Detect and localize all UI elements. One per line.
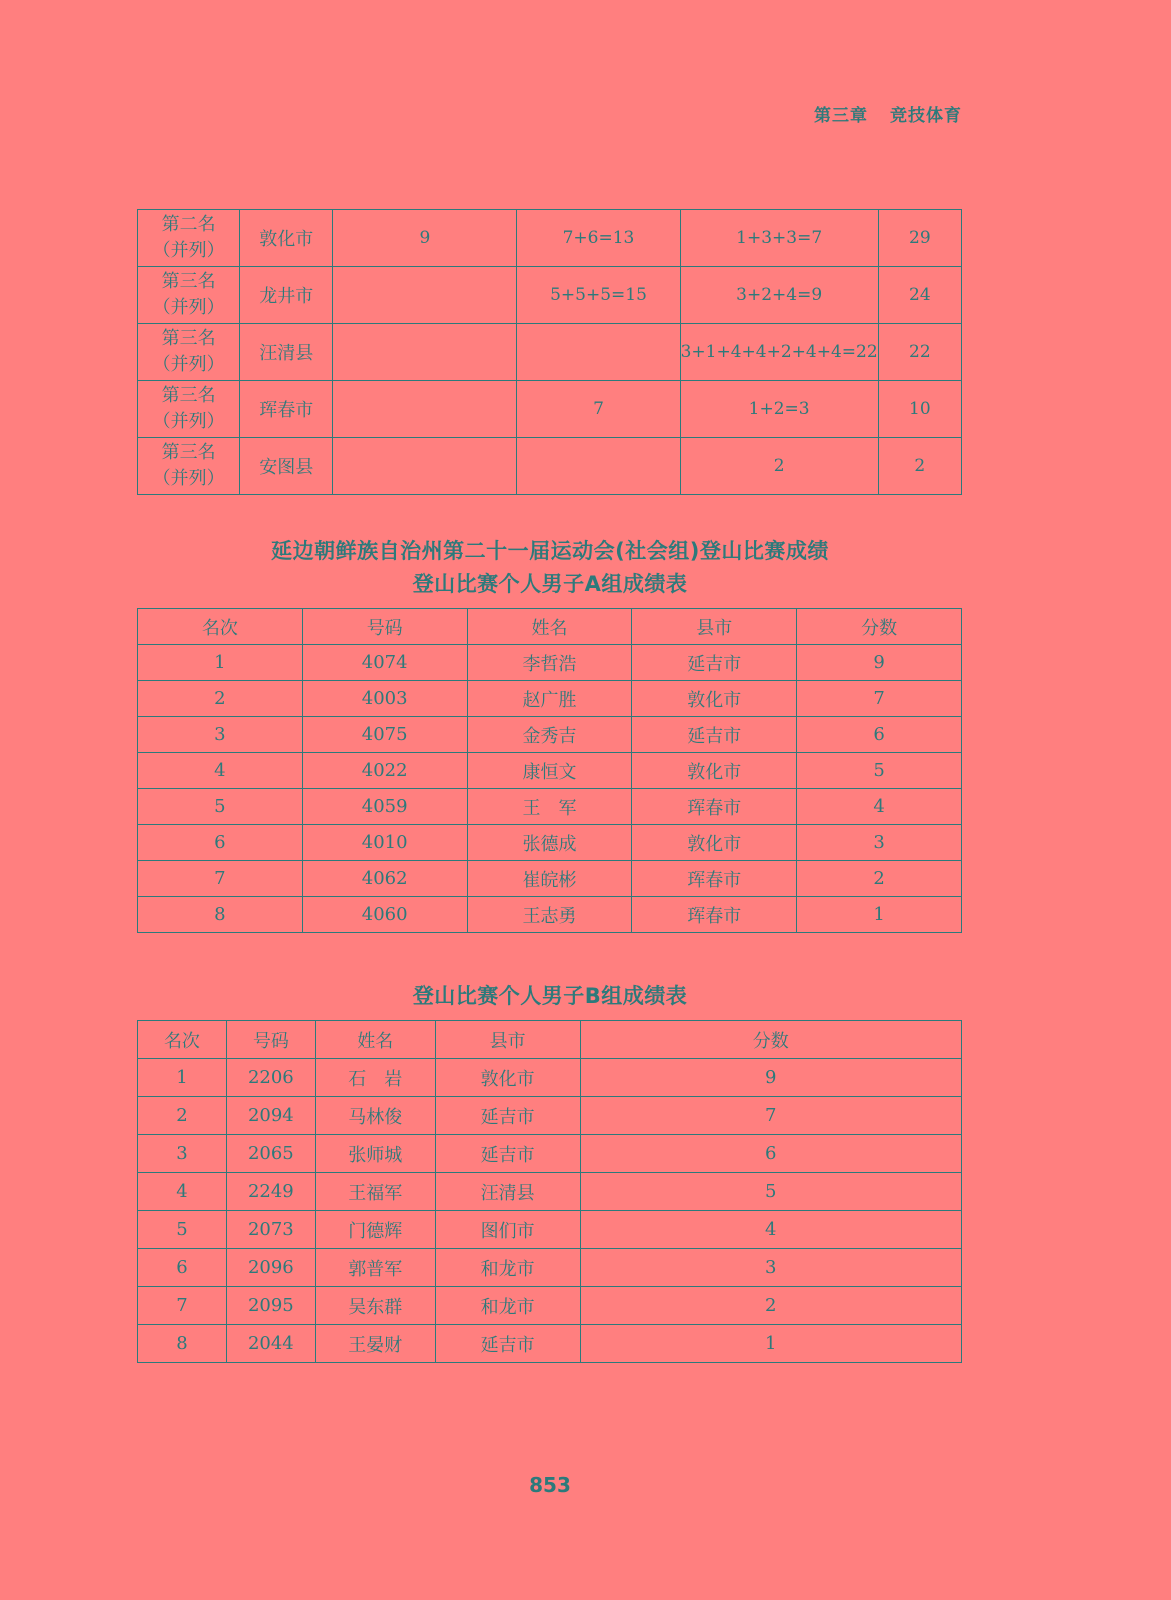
rank-cell: 1 (138, 645, 303, 681)
rank-text: 第二名 (161, 214, 216, 235)
city-cell: 图们市 (435, 1211, 580, 1249)
rank-cell: 7 (138, 861, 303, 897)
total-cell: 10 (878, 381, 961, 438)
table-row (138, 825, 962, 861)
table-row (138, 789, 962, 825)
table-row (138, 324, 962, 381)
table-row (138, 381, 962, 438)
number-cell: 4003 (302, 681, 467, 717)
rank-cell (138, 210, 240, 267)
rank-text: 第三名 (161, 385, 216, 406)
city-cell: 汪清县 (435, 1173, 580, 1211)
rank-cell (138, 267, 240, 324)
rank-cell: 8 (138, 1325, 227, 1363)
group-b-table (137, 1020, 962, 1363)
rank-cell (138, 381, 240, 438)
number-cell: 4022 (302, 753, 467, 789)
number-cell: 2095 (226, 1287, 315, 1325)
score-cell: 3+1+4+4+2+4+4=22 (680, 324, 878, 381)
table-row (138, 1135, 962, 1173)
column-header: 县市 (632, 609, 797, 645)
name-cell: 王晏财 (315, 1325, 435, 1363)
column-header: 名次 (138, 609, 303, 645)
table-row (138, 897, 962, 933)
total-cell: 22 (878, 324, 961, 381)
city-cell: 敦化市 (240, 210, 333, 267)
table-row (138, 1325, 962, 1363)
name-cell: 王 军 (467, 789, 632, 825)
city-cell: 延吉市 (632, 717, 797, 753)
table-row (138, 753, 962, 789)
score-cell: 2 (580, 1287, 961, 1325)
score-cell: 9 (797, 645, 962, 681)
rank-note: （并列） (152, 240, 225, 261)
rank-text: 第三名 (161, 442, 216, 463)
score-cell (333, 267, 517, 324)
table-a-title: 登山比赛个人男子A组成绩表 (412, 572, 688, 596)
rank-cell: 8 (138, 897, 303, 933)
score-cell: 7 (580, 1097, 961, 1135)
name-cell: 赵广胜 (467, 681, 632, 717)
column-header: 县市 (435, 1021, 580, 1059)
score-cell: 1 (580, 1325, 961, 1363)
name-cell: 石 岩 (315, 1059, 435, 1097)
table-row (138, 1173, 962, 1211)
city-cell: 珲春市 (240, 381, 333, 438)
city-cell: 和龙市 (435, 1249, 580, 1287)
name-cell: 郭普军 (315, 1249, 435, 1287)
score-cell: 1+2=3 (680, 381, 878, 438)
rank-cell: 3 (138, 1135, 227, 1173)
rank-cell: 1 (138, 1059, 227, 1097)
column-header: 姓名 (467, 609, 632, 645)
number-cell: 2206 (226, 1059, 315, 1097)
rank-note: （并列） (152, 297, 225, 318)
score-cell: 7 (797, 681, 962, 717)
column-header: 分数 (580, 1021, 961, 1059)
score-cell: 6 (797, 717, 962, 753)
score-cell: 1 (797, 897, 962, 933)
name-cell: 李哲浩 (467, 645, 632, 681)
score-cell: 6 (580, 1135, 961, 1173)
rank-cell: 6 (138, 1249, 227, 1287)
table-row (138, 1097, 962, 1135)
score-cell (333, 381, 517, 438)
score-cell: 7+6=13 (517, 210, 680, 267)
group-a-table (137, 608, 962, 933)
city-cell: 延吉市 (435, 1325, 580, 1363)
total-cell: 24 (878, 267, 961, 324)
rank-cell: 7 (138, 1287, 227, 1325)
name-cell: 崔皖彬 (467, 861, 632, 897)
city-cell: 延吉市 (435, 1135, 580, 1173)
table-row (138, 717, 962, 753)
table-row (138, 681, 962, 717)
rank-cell: 4 (138, 753, 303, 789)
number-cell: 4062 (302, 861, 467, 897)
main-title: 延边朝鲜族自治州第二十一届运动会(社会组)登山比赛成绩 (271, 539, 829, 563)
city-cell: 敦化市 (632, 825, 797, 861)
total-cell: 29 (878, 210, 961, 267)
score-cell: 2 (797, 861, 962, 897)
rank-cell: 5 (138, 789, 303, 825)
city-cell: 汪清县 (240, 324, 333, 381)
table-row (138, 1059, 962, 1097)
number-cell: 4060 (302, 897, 467, 933)
city-cell: 珲春市 (632, 789, 797, 825)
name-cell: 吴东群 (315, 1287, 435, 1325)
score-cell: 9 (580, 1059, 961, 1097)
city-cell: 珲春市 (632, 861, 797, 897)
score-cell: 5+5+5=15 (517, 267, 680, 324)
score-cell (517, 438, 680, 495)
city-cell: 龙井市 (240, 267, 333, 324)
city-cell: 敦化市 (632, 753, 797, 789)
chapter-label: 第三章 (814, 106, 868, 126)
rank-cell: 5 (138, 1211, 227, 1249)
number-cell: 2096 (226, 1249, 315, 1287)
score-cell: 3 (580, 1249, 961, 1287)
number-cell: 4075 (302, 717, 467, 753)
city-cell: 延吉市 (435, 1097, 580, 1135)
number-cell: 2065 (226, 1135, 315, 1173)
city-cell: 和龙市 (435, 1287, 580, 1325)
score-cell: 4 (580, 1211, 961, 1249)
table-row (138, 438, 962, 495)
score-cell: 1+3+3=7 (680, 210, 878, 267)
table-row (138, 1211, 962, 1249)
rank-cell (138, 324, 240, 381)
number-cell: 2249 (226, 1173, 315, 1211)
city-cell: 安图县 (240, 438, 333, 495)
score-cell: 5 (797, 753, 962, 789)
number-cell: 4059 (302, 789, 467, 825)
rank-cell: 4 (138, 1173, 227, 1211)
city-cell: 珲春市 (632, 897, 797, 933)
rank-text: 第三名 (161, 328, 216, 349)
table-row (138, 1249, 962, 1287)
rank-cell: 2 (138, 681, 303, 717)
city-cell: 延吉市 (632, 645, 797, 681)
score-cell: 9 (333, 210, 517, 267)
score-cell (517, 324, 680, 381)
rank-note: （并列） (152, 468, 225, 489)
name-cell: 门德辉 (315, 1211, 435, 1249)
table-row (138, 645, 962, 681)
number-cell: 4010 (302, 825, 467, 861)
name-cell: 王志勇 (467, 897, 632, 933)
rank-cell: 2 (138, 1097, 227, 1135)
score-cell: 7 (517, 381, 680, 438)
number-cell: 2044 (226, 1325, 315, 1363)
table-row (138, 210, 962, 267)
city-cell: 敦化市 (632, 681, 797, 717)
table-b-title: 登山比赛个人男子B组成绩表 (412, 984, 688, 1008)
score-cell: 2 (680, 438, 878, 495)
rank-note: （并列） (152, 411, 225, 432)
number-cell: 4074 (302, 645, 467, 681)
name-cell: 张师城 (315, 1135, 435, 1173)
score-cell (333, 324, 517, 381)
column-header: 号码 (226, 1021, 315, 1059)
team-score-table (137, 209, 962, 495)
number-cell: 2094 (226, 1097, 315, 1135)
column-header: 名次 (138, 1021, 227, 1059)
score-cell: 3+2+4=9 (680, 267, 878, 324)
city-cell: 敦化市 (435, 1059, 580, 1097)
score-cell (333, 438, 517, 495)
rank-note: （并列） (152, 354, 225, 375)
table-row (138, 1287, 962, 1325)
rank-cell: 6 (138, 825, 303, 861)
column-header: 姓名 (315, 1021, 435, 1059)
total-cell: 2 (878, 438, 961, 495)
table-row (138, 267, 962, 324)
name-cell: 康恒文 (467, 753, 632, 789)
rank-cell (138, 438, 240, 495)
name-cell: 王福军 (315, 1173, 435, 1211)
name-cell: 马林俊 (315, 1097, 435, 1135)
name-cell: 张德成 (467, 825, 632, 861)
rank-cell: 3 (138, 717, 303, 753)
number-cell: 2073 (226, 1211, 315, 1249)
rank-text: 第三名 (161, 271, 216, 292)
column-header: 号码 (302, 609, 467, 645)
score-cell: 4 (797, 789, 962, 825)
section-label: 竞技体育 (890, 106, 962, 126)
score-cell: 5 (580, 1173, 961, 1211)
score-cell: 3 (797, 825, 962, 861)
column-header: 分数 (797, 609, 962, 645)
running-header (814, 101, 962, 126)
table-row (138, 861, 962, 897)
page-number: 853 (529, 1473, 571, 1497)
name-cell: 金秀吉 (467, 717, 632, 753)
